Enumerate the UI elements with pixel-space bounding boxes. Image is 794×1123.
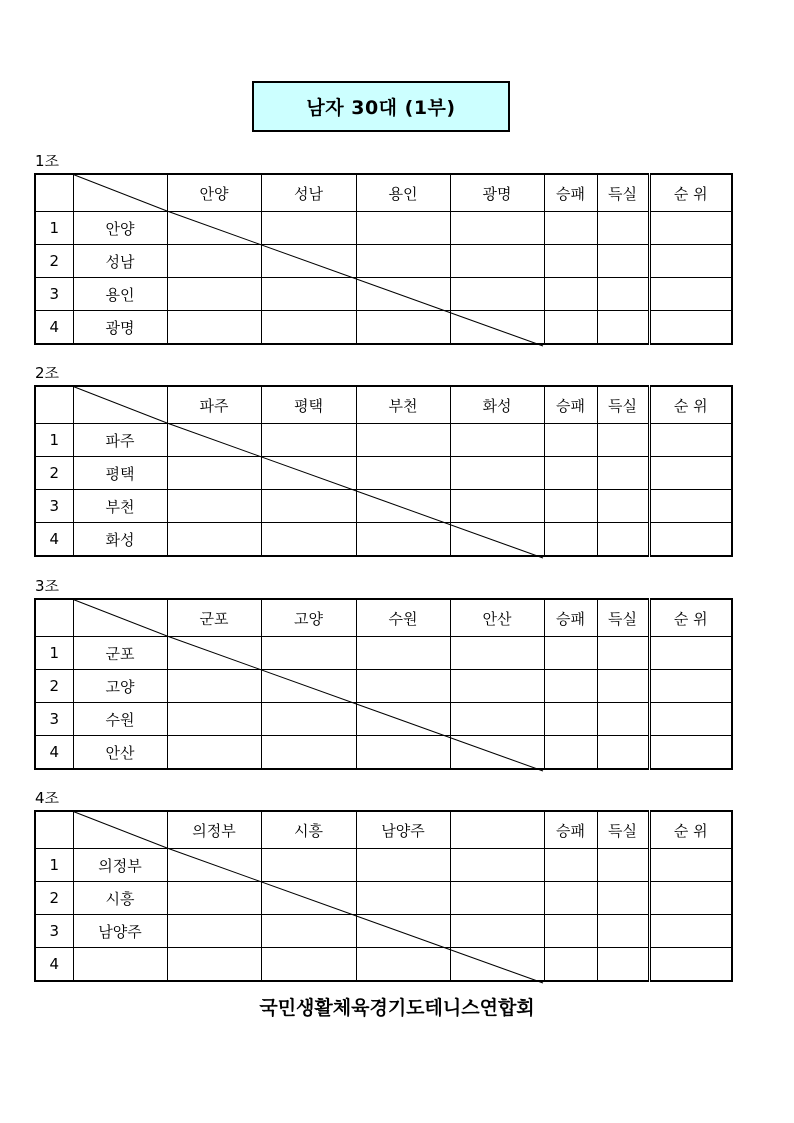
- result-cell[interactable]: [356, 311, 450, 345]
- result-cell[interactable]: [356, 736, 450, 770]
- row-team: 고양: [73, 670, 167, 703]
- rank-cell[interactable]: [649, 490, 732, 523]
- row-number: 1: [35, 212, 73, 245]
- rank-cell[interactable]: [649, 637, 732, 670]
- table-row: [35, 490, 732, 523]
- col-header-win-loss: 승패: [544, 811, 597, 849]
- row-number: 1: [35, 849, 73, 882]
- corner-cell: [35, 174, 73, 212]
- table-row: [35, 637, 732, 670]
- row-team: 화성: [73, 523, 167, 557]
- result-cell[interactable]: [167, 703, 261, 736]
- result-cell[interactable]: [261, 703, 356, 736]
- col-header-rank: 순 위: [649, 386, 732, 424]
- result-cell[interactable]: [261, 424, 356, 457]
- points-cell[interactable]: [597, 245, 649, 278]
- points-cell[interactable]: [597, 736, 649, 770]
- table-row: [35, 736, 732, 770]
- col-header-win-loss: 승패: [544, 599, 597, 637]
- win-loss-cell[interactable]: [544, 670, 597, 703]
- table-row: [35, 278, 732, 311]
- result-cell[interactable]: [450, 457, 544, 490]
- result-cell[interactable]: [356, 424, 450, 457]
- result-cell[interactable]: [261, 278, 356, 311]
- col-header-points: 득실: [597, 599, 649, 637]
- result-cell[interactable]: [261, 311, 356, 345]
- corner-cell: [35, 599, 73, 637]
- result-cell[interactable]: [356, 212, 450, 245]
- rank-cell[interactable]: [649, 736, 732, 770]
- row-team: 부천: [73, 490, 167, 523]
- row-number: 4: [35, 948, 73, 982]
- row-team: [73, 948, 167, 982]
- points-cell[interactable]: [597, 882, 649, 915]
- rank-cell[interactable]: [649, 523, 732, 557]
- row-team: 파주: [73, 424, 167, 457]
- win-loss-cell[interactable]: [544, 490, 597, 523]
- result-cell[interactable]: [261, 948, 356, 982]
- row-number: 3: [35, 490, 73, 523]
- col-header-team: [450, 811, 544, 849]
- rank-cell[interactable]: [649, 212, 732, 245]
- result-cell[interactable]: [261, 245, 356, 278]
- result-cell[interactable]: [356, 703, 450, 736]
- result-cell[interactable]: [167, 670, 261, 703]
- corner-cell: [35, 386, 73, 424]
- win-loss-cell[interactable]: [544, 523, 597, 557]
- win-loss-cell[interactable]: [544, 948, 597, 982]
- col-header-team: 화성: [450, 386, 544, 424]
- diagonal-cell: [73, 599, 167, 637]
- col-header-team: 의정부: [167, 811, 261, 849]
- points-cell[interactable]: [597, 311, 649, 345]
- result-cell[interactable]: [450, 849, 544, 882]
- result-cell[interactable]: [167, 736, 261, 770]
- col-header-team: 군포: [167, 599, 261, 637]
- win-loss-cell[interactable]: [544, 457, 597, 490]
- table-row: [35, 311, 732, 345]
- table-row: [35, 245, 732, 278]
- group-table-1: [34, 173, 733, 345]
- col-header-win-loss: 승패: [544, 174, 597, 212]
- result-cell[interactable]: [450, 278, 544, 311]
- diagonal-cell: [73, 811, 167, 849]
- table-row: [35, 457, 732, 490]
- row-number: 4: [35, 523, 73, 557]
- points-cell[interactable]: [597, 703, 649, 736]
- result-cell[interactable]: [167, 245, 261, 278]
- result-cell[interactable]: [450, 212, 544, 245]
- table-row: [35, 523, 732, 557]
- result-cell[interactable]: [356, 523, 450, 557]
- col-header-team: 성남: [261, 174, 356, 212]
- col-header-points: 득실: [597, 386, 649, 424]
- result-cell[interactable]: [261, 736, 356, 770]
- row-number: 1: [35, 637, 73, 670]
- result-cell[interactable]: [450, 915, 544, 948]
- result-cell[interactable]: [450, 948, 544, 982]
- win-loss-cell[interactable]: [544, 703, 597, 736]
- row-number: 2: [35, 882, 73, 915]
- rank-cell[interactable]: [649, 915, 732, 948]
- win-loss-cell[interactable]: [544, 424, 597, 457]
- result-cell[interactable]: [167, 457, 261, 490]
- result-cell[interactable]: [261, 637, 356, 670]
- result-cell[interactable]: [167, 278, 261, 311]
- result-cell[interactable]: [167, 311, 261, 345]
- result-cell[interactable]: [450, 523, 544, 557]
- result-cell[interactable]: [356, 670, 450, 703]
- table-row: [35, 849, 732, 882]
- col-header-team: 시흥: [261, 811, 356, 849]
- points-cell[interactable]: [597, 637, 649, 670]
- table-row: [35, 915, 732, 948]
- result-cell[interactable]: [450, 703, 544, 736]
- result-cell[interactable]: [356, 457, 450, 490]
- win-loss-cell[interactable]: [544, 278, 597, 311]
- col-header-team: 안양: [167, 174, 261, 212]
- row-number: 3: [35, 703, 73, 736]
- group-label-3: 3조: [35, 577, 60, 595]
- col-header-rank: 순 위: [649, 174, 732, 212]
- diagonal-cell: [73, 174, 167, 212]
- row-number: 2: [35, 245, 73, 278]
- result-cell[interactable]: [450, 736, 544, 770]
- table-row: [35, 703, 732, 736]
- result-cell[interactable]: [261, 490, 356, 523]
- result-cell[interactable]: [167, 212, 261, 245]
- result-cell[interactable]: [261, 457, 356, 490]
- result-cell[interactable]: [356, 637, 450, 670]
- row-team: 안산: [73, 736, 167, 770]
- diagonal-cell: [73, 386, 167, 424]
- col-header-team: 수원: [356, 599, 450, 637]
- result-cell[interactable]: [167, 882, 261, 915]
- row-number: 2: [35, 670, 73, 703]
- group-table-3: [34, 598, 733, 770]
- col-header-team: 평택: [261, 386, 356, 424]
- corner-cell: [35, 811, 73, 849]
- win-loss-cell[interactable]: [544, 311, 597, 345]
- table-row: [35, 670, 732, 703]
- result-cell[interactable]: [261, 915, 356, 948]
- result-cell[interactable]: [356, 278, 450, 311]
- col-header-points: 득실: [597, 174, 649, 212]
- result-cell[interactable]: [450, 245, 544, 278]
- result-cell[interactable]: [261, 670, 356, 703]
- result-cell[interactable]: [167, 915, 261, 948]
- result-cell[interactable]: [261, 523, 356, 557]
- points-cell[interactable]: [597, 278, 649, 311]
- result-cell[interactable]: [261, 212, 356, 245]
- group-label-1: 1조: [35, 152, 60, 170]
- result-cell[interactable]: [450, 670, 544, 703]
- points-cell[interactable]: [597, 424, 649, 457]
- win-loss-cell[interactable]: [544, 849, 597, 882]
- win-loss-cell[interactable]: [544, 915, 597, 948]
- row-number: 2: [35, 457, 73, 490]
- points-cell[interactable]: [597, 948, 649, 982]
- points-cell[interactable]: [597, 212, 649, 245]
- result-cell[interactable]: [167, 490, 261, 523]
- rank-cell[interactable]: [649, 278, 732, 311]
- col-header-team: 남양주: [356, 811, 450, 849]
- row-number: 4: [35, 311, 73, 345]
- rank-cell[interactable]: [649, 457, 732, 490]
- col-header-team: 용인: [356, 174, 450, 212]
- row-team: 용인: [73, 278, 167, 311]
- result-cell[interactable]: [167, 849, 261, 882]
- result-cell[interactable]: [261, 882, 356, 915]
- result-cell[interactable]: [356, 849, 450, 882]
- points-cell[interactable]: [597, 490, 649, 523]
- points-cell[interactable]: [597, 457, 649, 490]
- organization-footer: 국민생활체육경기도테니스연합회: [259, 997, 535, 1019]
- win-loss-cell[interactable]: [544, 882, 597, 915]
- row-team: 평택: [73, 457, 167, 490]
- points-cell[interactable]: [597, 849, 649, 882]
- result-cell[interactable]: [356, 490, 450, 523]
- result-cell[interactable]: [167, 523, 261, 557]
- col-header-team: 광명: [450, 174, 544, 212]
- win-loss-cell[interactable]: [544, 736, 597, 770]
- row-team: 남양주: [73, 915, 167, 948]
- result-cell[interactable]: [167, 424, 261, 457]
- win-loss-cell[interactable]: [544, 212, 597, 245]
- col-header-rank: 순 위: [649, 811, 732, 849]
- row-team: 시흥: [73, 882, 167, 915]
- row-team: 안양: [73, 212, 167, 245]
- row-number: 1: [35, 424, 73, 457]
- rank-cell[interactable]: [649, 849, 732, 882]
- result-cell[interactable]: [167, 948, 261, 982]
- col-header-win-loss: 승패: [544, 386, 597, 424]
- points-cell[interactable]: [597, 915, 649, 948]
- table-row: [35, 948, 732, 982]
- result-cell[interactable]: [450, 424, 544, 457]
- rank-cell[interactable]: [649, 245, 732, 278]
- table-row: [35, 882, 732, 915]
- result-cell[interactable]: [356, 948, 450, 982]
- rank-cell[interactable]: [649, 882, 732, 915]
- group-table-2: [34, 385, 733, 557]
- result-cell[interactable]: [356, 882, 450, 915]
- result-cell[interactable]: [450, 490, 544, 523]
- result-cell[interactable]: [167, 637, 261, 670]
- rank-cell[interactable]: [649, 424, 732, 457]
- row-number: 4: [35, 736, 73, 770]
- rank-cell[interactable]: [649, 311, 732, 345]
- col-header-team: 부천: [356, 386, 450, 424]
- row-team: 광명: [73, 311, 167, 345]
- points-cell[interactable]: [597, 670, 649, 703]
- group-label-4: 4조: [35, 789, 60, 807]
- col-header-points: 득실: [597, 811, 649, 849]
- page-title: 남자 30대 (1부): [252, 81, 510, 132]
- points-cell[interactable]: [597, 523, 649, 557]
- result-cell[interactable]: [356, 245, 450, 278]
- rank-cell[interactable]: [649, 948, 732, 982]
- rank-cell[interactable]: [649, 703, 732, 736]
- rank-cell[interactable]: [649, 670, 732, 703]
- col-header-team: 안산: [450, 599, 544, 637]
- group-label-2: 2조: [35, 364, 60, 382]
- win-loss-cell[interactable]: [544, 245, 597, 278]
- win-loss-cell[interactable]: [544, 637, 597, 670]
- result-cell[interactable]: [450, 311, 544, 345]
- col-header-team: 고양: [261, 599, 356, 637]
- group-table-4: [34, 810, 733, 982]
- row-team: 수원: [73, 703, 167, 736]
- table-row: [35, 424, 732, 457]
- row-number: 3: [35, 278, 73, 311]
- result-cell[interactable]: [356, 915, 450, 948]
- row-team: 성남: [73, 245, 167, 278]
- result-cell[interactable]: [450, 882, 544, 915]
- col-header-team: 파주: [167, 386, 261, 424]
- col-header-rank: 순 위: [649, 599, 732, 637]
- table-row: [35, 212, 732, 245]
- row-team: 군포: [73, 637, 167, 670]
- result-cell[interactable]: [261, 849, 356, 882]
- result-cell[interactable]: [450, 637, 544, 670]
- row-team: 의정부: [73, 849, 167, 882]
- row-number: 3: [35, 915, 73, 948]
